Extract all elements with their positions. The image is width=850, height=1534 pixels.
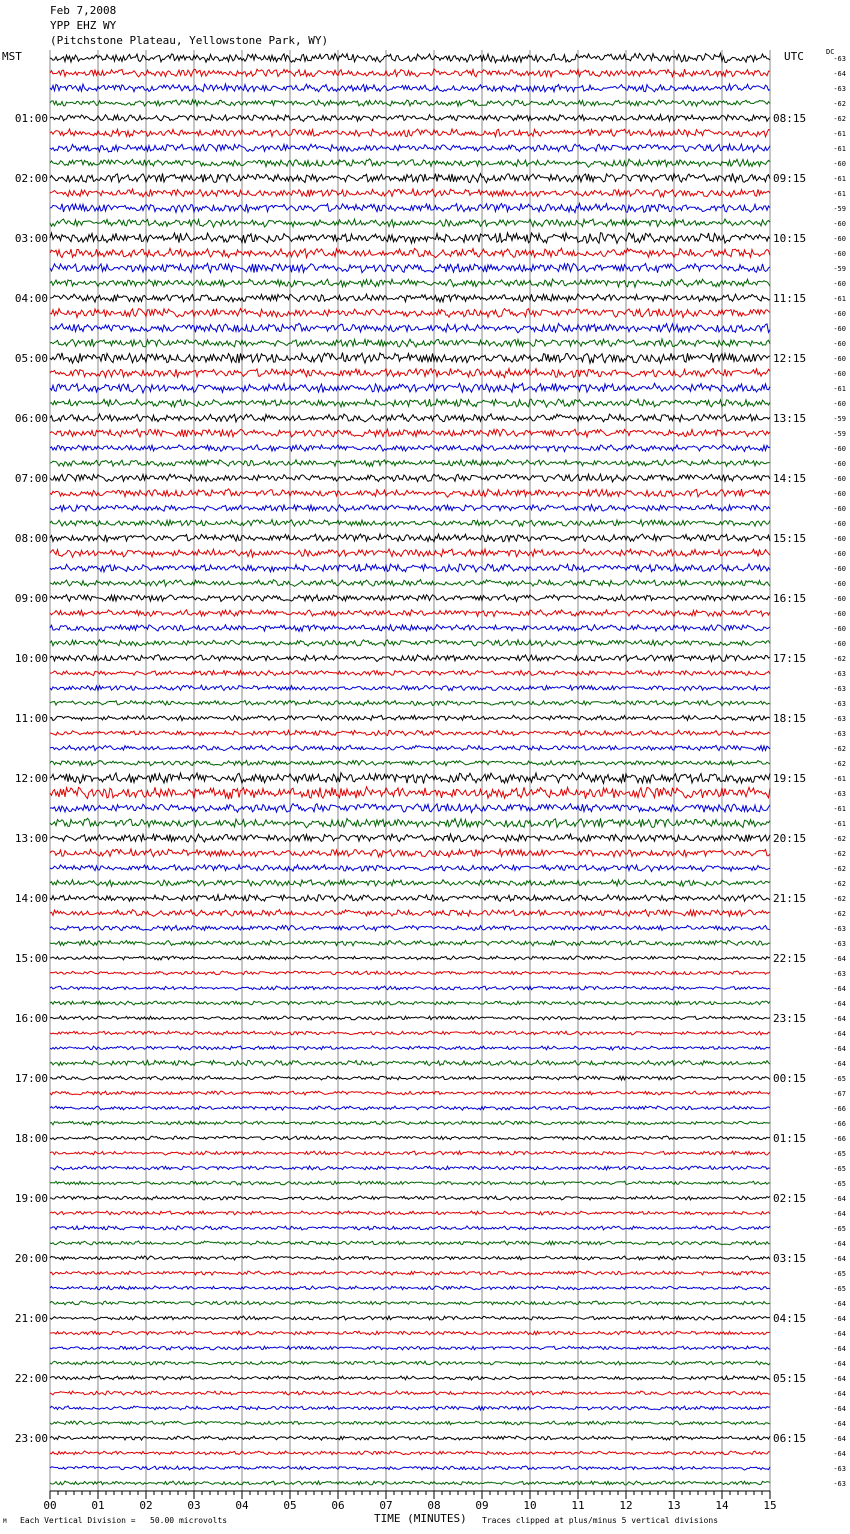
dc-offset-label: -60 [833, 565, 846, 573]
trace-row-48 [50, 773, 770, 784]
dc-offset-label: -64 [833, 70, 846, 78]
dc-offset-label: -64 [833, 1345, 846, 1353]
dc-offset-label: -63 [833, 715, 846, 723]
trace-row-66 [50, 1046, 770, 1050]
trace-row-25 [50, 429, 770, 437]
dc-offset-label: -65 [833, 1285, 846, 1293]
dc-offset-label: -62 [833, 115, 846, 123]
trace-row-79 [50, 1241, 770, 1245]
dc-offset-label: -64 [833, 1300, 846, 1308]
right-hour-label: 00:15 [773, 1072, 807, 1085]
left-hour-label: 13:00 [14, 832, 48, 845]
trace-row-89 [50, 1391, 770, 1395]
trace-row-63 [50, 1001, 770, 1005]
trace-row-28 [50, 474, 770, 482]
x-tick-label: 13 [667, 1499, 681, 1512]
left-hour-label: 04:00 [14, 292, 48, 305]
trace-row-74 [50, 1166, 770, 1170]
dc-offset-label: -61 [833, 820, 846, 828]
dc-offset-label: -60 [833, 310, 846, 318]
right-hour-label: 15:15 [773, 532, 807, 545]
left-hour-label: 09:00 [14, 592, 48, 605]
trace-row-49 [50, 787, 770, 799]
right-hour-label: 12:15 [773, 352, 807, 365]
right-hour-label: 08:15 [773, 112, 807, 125]
trace-row-32 [50, 534, 770, 542]
clip-note: Traces clipped at plus/minus 5 vertical divisions [482, 1516, 719, 1525]
x-tick-label: 06 [331, 1499, 345, 1512]
dc-offset-label: -65 [833, 1150, 846, 1158]
x-tick-label: 05 [283, 1499, 297, 1512]
trace-row-44 [50, 715, 770, 720]
dc-offset-label: -60 [833, 520, 846, 528]
trace-row-55 [50, 880, 770, 887]
trace-row-37 [50, 610, 770, 617]
trace-row-43 [50, 700, 770, 705]
trace-row-17 [50, 309, 770, 318]
dc-offset-label: -62 [833, 910, 846, 918]
left-hour-label: 03:00 [14, 232, 48, 245]
trace-row-91 [50, 1421, 770, 1425]
x-tick-label: 08 [427, 1499, 441, 1512]
trace-row-26 [50, 445, 770, 452]
trace-row-52 [50, 834, 770, 842]
right-hour-label: 05:15 [773, 1372, 807, 1385]
left-hour-label: 10:00 [14, 652, 48, 665]
trace-row-38 [50, 625, 770, 632]
right-hour-label: 21:15 [773, 892, 807, 905]
dc-offset-label: -64 [833, 1315, 846, 1323]
dc-offset-label: -64 [833, 955, 846, 963]
trace-row-87 [50, 1361, 770, 1365]
right-hour-label: 10:15 [773, 232, 807, 245]
right-hour-label: 06:15 [773, 1432, 807, 1445]
dc-offset-label: -60 [833, 550, 846, 558]
dc-offset-label: -61 [833, 295, 846, 303]
dc-offset-label: -61 [833, 385, 846, 393]
dc-offset-label: -63 [833, 730, 846, 738]
dc-offset-label: -62 [833, 850, 846, 858]
dc-offset-label: -64 [833, 1435, 846, 1443]
x-tick-label: 04 [235, 1499, 249, 1512]
right-hour-label: 23:15 [773, 1012, 807, 1025]
dc-offset-label: -63 [833, 925, 846, 933]
dc-offset-label: -63 [833, 940, 846, 948]
trace-row-27 [50, 460, 770, 467]
dc-offset-label: -64 [833, 1450, 846, 1458]
trace-row-41 [50, 670, 770, 675]
right-hour-label: 02:15 [773, 1192, 807, 1205]
trace-row-73 [50, 1151, 770, 1155]
trace-row-6 [50, 144, 770, 152]
trace-row-95 [50, 1481, 770, 1485]
dc-offset-label: -60 [833, 595, 846, 603]
left-hour-label: 05:00 [14, 352, 48, 365]
trace-row-86 [50, 1346, 770, 1350]
dc-offset-label: -60 [833, 505, 846, 513]
right-hour-label: 19:15 [773, 772, 807, 785]
scale-note: Each Vertical Division = 50.00 microvolts [20, 1516, 228, 1525]
left-hour-label: 18:00 [14, 1132, 48, 1145]
x-tick-label: 00 [43, 1499, 57, 1512]
dc-offset-label: -63 [833, 670, 846, 678]
dc-offset-label: -61 [833, 775, 846, 783]
dc-offset-label: -60 [833, 475, 846, 483]
trace-row-81 [50, 1271, 770, 1275]
trace-row-22 [50, 383, 770, 393]
footer-mark: M [3, 1518, 7, 1525]
dc-offset-label: -60 [833, 160, 846, 168]
dc-offset-label: -60 [833, 340, 846, 348]
right-hour-label: 09:15 [773, 172, 807, 185]
dc-offset-label: -64 [833, 1375, 846, 1383]
dc-offset-label: -64 [833, 1405, 846, 1413]
dc-offset-label: -59 [833, 265, 846, 273]
trace-row-60 [50, 956, 770, 960]
dc-offset-label: -62 [833, 655, 846, 663]
dc-offset-label: -65 [833, 1075, 846, 1083]
dc-offset-label: -65 [833, 1270, 846, 1278]
dc-offset-label: -63 [833, 85, 846, 93]
dc-offset-label: -64 [833, 1240, 846, 1248]
dc-offset-label: -60 [833, 370, 846, 378]
dc-offset-label: -61 [833, 175, 846, 183]
trace-row-18 [50, 323, 770, 333]
dc-offset-label: -66 [833, 1105, 846, 1113]
trace-row-10 [50, 204, 770, 213]
trace-row-11 [50, 219, 770, 227]
trace-row-40 [50, 655, 770, 662]
trace-row-61 [50, 971, 770, 975]
dc-offset-label: -59 [833, 205, 846, 213]
dc-offset-label: -60 [833, 235, 846, 243]
x-tick-label: 03 [187, 1499, 201, 1512]
dc-offset-label: -60 [833, 445, 846, 453]
x-tick-label: 07 [379, 1499, 393, 1512]
dc-offset-label: -59 [833, 430, 846, 438]
trace-row-20 [50, 353, 770, 364]
dc-offset-label: -60 [833, 535, 846, 543]
trace-row-54 [50, 865, 770, 872]
dc-offset-label: -61 [833, 805, 846, 813]
dc-offset-label: -60 [833, 400, 846, 408]
x-tick-label: 12 [619, 1499, 633, 1512]
right-hour-label: 16:15 [773, 592, 807, 605]
station-location: (Pitchstone Plateau, Yellowstone Park, WY) [50, 34, 329, 47]
trace-row-65 [50, 1031, 770, 1035]
trace-row-90 [50, 1406, 770, 1410]
trace-row-4 [50, 115, 770, 122]
dc-offset-label: -62 [833, 895, 846, 903]
trace-row-58 [50, 925, 770, 930]
trace-row-82 [50, 1286, 770, 1290]
x-tick-label: 02 [139, 1499, 153, 1512]
right-hour-label: 01:15 [773, 1132, 807, 1145]
right-hour-label: 18:15 [773, 712, 807, 725]
dc-offset-label: -60 [833, 460, 846, 468]
left-hour-label: 14:00 [14, 892, 48, 905]
trace-row-24 [50, 414, 770, 422]
dc-offset-label: -64 [833, 1360, 846, 1368]
left-hour-label: 17:00 [14, 1072, 48, 1085]
dc-label: DC [826, 48, 835, 56]
left-hour-label: 12:00 [14, 772, 48, 785]
dc-offset-label: -63 [833, 790, 846, 798]
left-timezone-label: MST [2, 50, 22, 63]
dc-offset-label: -61 [833, 190, 846, 198]
trace-row-33 [50, 549, 770, 557]
left-hour-label: 16:00 [14, 1012, 48, 1025]
trace-row-13 [50, 248, 770, 257]
trace-row-92 [50, 1436, 770, 1440]
left-hour-label: 01:00 [14, 112, 48, 125]
dc-offset-label: -60 [833, 220, 846, 228]
trace-row-51 [50, 818, 770, 828]
right-hour-label: 22:15 [773, 952, 807, 965]
trace-row-53 [50, 849, 770, 857]
dc-offset-label: -60 [833, 250, 846, 258]
x-tick-label: 14 [715, 1499, 729, 1512]
dc-offset-label: -64 [833, 1000, 846, 1008]
dc-offset-label: -60 [833, 490, 846, 498]
dc-offset-label: -61 [833, 145, 846, 153]
trace-row-84 [50, 1316, 770, 1320]
trace-row-2 [50, 84, 770, 92]
trace-row-34 [50, 564, 770, 572]
dc-offset-label: -64 [833, 1420, 846, 1428]
trace-row-31 [50, 520, 770, 527]
trace-row-19 [50, 339, 770, 347]
trace-row-76 [50, 1196, 770, 1200]
trace-row-64 [50, 1016, 770, 1020]
plot-date: Feb 7,2008 [50, 4, 117, 17]
trace-row-12 [50, 233, 770, 244]
dc-offset-label: -65 [833, 1180, 846, 1188]
trace-row-57 [50, 910, 770, 917]
trace-row-77 [50, 1211, 770, 1215]
trace-row-3 [50, 100, 770, 107]
left-hour-label: 08:00 [14, 532, 48, 545]
dc-offset-label: -64 [833, 1060, 846, 1068]
dc-offset-label: -67 [833, 1090, 846, 1098]
x-tick-label: 15 [763, 1499, 777, 1512]
trace-row-14 [50, 263, 770, 272]
trace-row-0 [50, 53, 770, 62]
left-hour-label: 21:00 [14, 1312, 48, 1325]
right-hour-label: 20:15 [773, 832, 807, 845]
trace-row-50 [50, 804, 770, 813]
dc-offset-label: -64 [833, 1390, 846, 1398]
trace-row-39 [50, 640, 770, 646]
dc-offset-label: -63 [833, 685, 846, 693]
trace-row-35 [50, 580, 770, 587]
trace-row-70 [50, 1106, 770, 1110]
trace-row-93 [50, 1451, 770, 1455]
dc-offset-label: -60 [833, 580, 846, 588]
x-axis-title: TIME (MINUTES) [374, 1512, 467, 1525]
left-hour-label: 02:00 [14, 172, 48, 185]
left-hour-label: 19:00 [14, 1192, 48, 1205]
dc-offset-label: -64 [833, 1210, 846, 1218]
trace-row-16 [50, 294, 770, 302]
dc-offset-label: -66 [833, 1120, 846, 1128]
trace-row-30 [50, 505, 770, 512]
trace-row-23 [50, 399, 770, 407]
left-hour-label: 15:00 [14, 952, 48, 965]
dc-offset-label: -66 [833, 1135, 846, 1143]
trace-row-36 [50, 595, 770, 602]
trace-row-80 [50, 1256, 770, 1260]
dc-offset-label: -60 [833, 640, 846, 648]
dc-offset-label: -64 [833, 1255, 846, 1263]
trace-row-94 [50, 1466, 770, 1470]
trace-row-8 [50, 173, 770, 182]
dc-offset-label: -62 [833, 835, 846, 843]
dc-offset-label: -65 [833, 1225, 846, 1233]
trace-row-62 [50, 986, 770, 990]
right-hour-label: 13:15 [773, 412, 807, 425]
trace-row-46 [50, 745, 770, 751]
dc-offset-label: -59 [833, 415, 846, 423]
trace-row-69 [50, 1091, 770, 1095]
left-hour-label: 06:00 [14, 412, 48, 425]
trace-row-78 [50, 1226, 770, 1230]
trace-row-88 [50, 1376, 770, 1380]
trace-row-56 [50, 895, 770, 902]
trace-row-9 [50, 189, 770, 197]
trace-row-21 [50, 369, 770, 378]
dc-offset-label: -64 [833, 1045, 846, 1053]
dc-offset-label: -65 [833, 1165, 846, 1173]
trace-row-85 [50, 1331, 770, 1335]
dc-offset-label: -63 [833, 1465, 846, 1473]
dc-offset-label: -63 [833, 700, 846, 708]
dc-offset-label: -64 [833, 985, 846, 993]
dc-offset-label: -62 [833, 880, 846, 888]
dc-offset-label: -61 [833, 130, 846, 138]
dc-offset-label: -62 [833, 745, 846, 753]
dc-offset-label: -63 [833, 1480, 846, 1488]
dc-offset-label: -64 [833, 1015, 846, 1023]
trace-row-83 [50, 1301, 770, 1305]
dc-offset-label: -63 [833, 55, 846, 63]
dc-offset-label: -64 [833, 1030, 846, 1038]
right-hour-label: 04:15 [773, 1312, 807, 1325]
trace-row-5 [50, 129, 770, 137]
dc-offset-label: -62 [833, 100, 846, 108]
left-hour-label: 22:00 [14, 1372, 48, 1385]
right-timezone-label: UTC [784, 50, 804, 63]
right-hour-label: 17:15 [773, 652, 807, 665]
dc-offset-label: -64 [833, 1195, 846, 1203]
x-tick-label: 10 [523, 1499, 537, 1512]
trace-row-1 [50, 69, 770, 77]
left-hour-label: 20:00 [14, 1252, 48, 1265]
dc-offset-label: -60 [833, 610, 846, 618]
trace-row-67 [50, 1060, 770, 1065]
trace-row-47 [50, 760, 770, 765]
x-tick-label: 09 [475, 1499, 489, 1512]
left-hour-label: 23:00 [14, 1432, 48, 1445]
trace-row-72 [50, 1136, 770, 1140]
right-hour-label: 11:15 [773, 292, 807, 305]
right-hour-label: 14:15 [773, 472, 807, 485]
dc-offset-label: -62 [833, 865, 846, 873]
dc-offset-label: -62 [833, 760, 846, 768]
dc-offset-label: -63 [833, 970, 846, 978]
trace-row-7 [50, 159, 770, 167]
dc-offset-label: -60 [833, 355, 846, 363]
trace-row-29 [50, 489, 770, 497]
x-tick-label: 01 [91, 1499, 105, 1512]
left-hour-label: 07:00 [14, 472, 48, 485]
dc-offset-label: -60 [833, 280, 846, 288]
trace-row-75 [50, 1181, 770, 1185]
dc-offset-label: -60 [833, 325, 846, 333]
trace-row-59 [50, 940, 770, 945]
trace-row-45 [50, 730, 770, 735]
dc-offset-label: -64 [833, 1330, 846, 1338]
trace-row-42 [50, 685, 770, 690]
left-hour-label: 11:00 [14, 712, 48, 725]
trace-row-68 [50, 1076, 770, 1080]
station-code: YPP EHZ WY [50, 19, 117, 32]
x-tick-label: 11 [571, 1499, 585, 1512]
trace-row-71 [50, 1121, 770, 1125]
trace-row-15 [50, 279, 770, 287]
dc-offset-label: -60 [833, 625, 846, 633]
right-hour-label: 03:15 [773, 1252, 807, 1265]
